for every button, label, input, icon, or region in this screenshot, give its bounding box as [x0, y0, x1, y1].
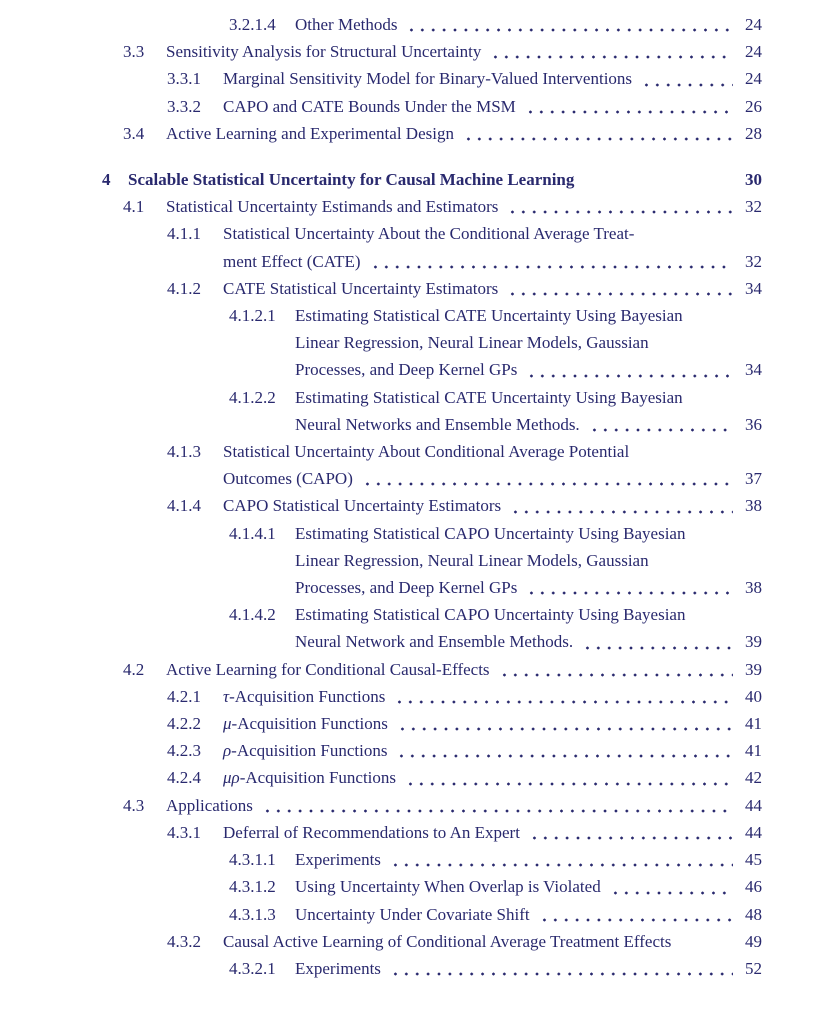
- entry-lines: [166, 120, 762, 147]
- toc-entry[interactable]: [123, 38, 762, 65]
- entry-title-text: Linear Regression, Neural Linear Models, Gaussian: [295, 550, 649, 570]
- entry-title-text: Applications: [166, 795, 253, 815]
- entry-number: 4: [102, 170, 111, 190]
- page-number: 24: [745, 42, 762, 62]
- entry-line: [223, 465, 762, 492]
- entry-line: [223, 764, 762, 791]
- toc-entry[interactable]: [229, 955, 762, 982]
- entry-title-text: Causal Active Learning of Conditional Average Treatment Effects: [223, 931, 672, 951]
- dot-leader: [404, 11, 733, 38]
- entry-line: [223, 93, 762, 120]
- entry-line: [166, 38, 762, 65]
- toc-entry[interactable]: [123, 792, 762, 819]
- page-number: 30: [745, 170, 762, 190]
- entry-title-text: Outcomes (CAPO): [223, 469, 353, 489]
- dot-leader: [368, 248, 733, 275]
- toc-list: [0, 11, 762, 982]
- page-number: 49: [745, 931, 762, 951]
- entry-lines: [223, 220, 762, 274]
- dot-leader: [608, 873, 733, 900]
- toc-entry[interactable]: [123, 120, 762, 147]
- entry-line: [166, 120, 762, 147]
- toc-entry[interactable]: [229, 520, 762, 602]
- entry-title-text: Estimating Statistical CAPO Uncertainty Using Bayesian: [295, 523, 686, 543]
- entry-lines: [223, 764, 762, 791]
- dot-leader: [508, 492, 733, 519]
- toc-entry[interactable]: [167, 737, 762, 764]
- entry-line: [295, 356, 762, 383]
- entry-title-text: Active Learning for Conditional Causal-Effects: [166, 659, 490, 679]
- entry-line: [166, 792, 762, 819]
- entry-lines: [223, 683, 762, 710]
- dot-leader: [488, 38, 733, 65]
- entry-title-text: Using Uncertainty When Overlap is Violated: [295, 877, 601, 897]
- entry-line: [223, 683, 762, 710]
- entry-number: 4.1.2: [167, 278, 201, 298]
- entry-line: [223, 928, 762, 955]
- toc-entry[interactable]: [167, 220, 762, 274]
- toc-entry[interactable]: [167, 438, 762, 492]
- entry-line: [295, 846, 762, 873]
- dot-leader: [524, 356, 733, 383]
- entry-lines: [223, 819, 762, 846]
- entry-number: 4.3.2: [167, 931, 201, 951]
- entry-number: 4.2.3: [167, 741, 201, 761]
- dot-leader: [403, 764, 733, 791]
- entry-line: [223, 220, 762, 247]
- dot-leader: [537, 901, 733, 928]
- entry-number: 4.3.1.2: [229, 877, 276, 897]
- page-number: 28: [745, 123, 762, 143]
- entry-line: [295, 11, 762, 38]
- entry-title-text: Experiments: [295, 850, 381, 870]
- toc-entry[interactable]: [167, 819, 762, 846]
- entry-title-text: Statistical Uncertainty About the Conditional Average Treat-: [223, 224, 635, 244]
- page-number: 34: [745, 360, 762, 380]
- page-number: 32: [745, 197, 762, 217]
- entry-line: [223, 492, 762, 519]
- entry-lines: [166, 193, 762, 220]
- entry-line: [223, 438, 762, 465]
- greek-symbol: τ: [223, 686, 230, 706]
- page-number: 26: [745, 96, 762, 116]
- toc-entry[interactable]: [229, 601, 762, 655]
- page-number: 45: [745, 850, 762, 870]
- entry-lines: [295, 955, 762, 982]
- entry-line: [295, 520, 762, 547]
- entry-title-text: μρ-Acquisition Functions: [223, 768, 397, 788]
- entry-lines: [295, 11, 762, 38]
- page-number: 44: [745, 795, 762, 815]
- entry-number: 4.2.1: [167, 686, 201, 706]
- page-number: 24: [745, 15, 762, 34]
- dot-leader: [580, 628, 733, 655]
- entry-line: [295, 302, 762, 329]
- entry-line: [295, 329, 762, 356]
- entry-lines: [295, 520, 762, 602]
- page-number: 40: [745, 686, 762, 706]
- dot-leader: [388, 846, 733, 873]
- entry-number: 4.1.1: [167, 224, 201, 244]
- entry-line: [223, 275, 762, 302]
- entry-number: 3.2.1.4: [229, 15, 276, 34]
- page-number: 46: [745, 877, 762, 897]
- toc-entry[interactable]: [229, 11, 762, 38]
- page-number: 41: [745, 741, 762, 761]
- dot-leader: [639, 65, 733, 92]
- entry-title-text: Experiments: [295, 958, 381, 978]
- dot-leader: [388, 955, 733, 982]
- page-number: 39: [745, 632, 762, 652]
- toc-entry[interactable]: [167, 492, 762, 519]
- page-number: 48: [745, 904, 762, 924]
- toc-entry[interactable]: [102, 166, 762, 193]
- entry-title-text: CATE Statistical Uncertainty Estimators: [223, 278, 499, 298]
- toc-entry[interactable]: [167, 93, 762, 120]
- entry-title-text: Marginal Sensitivity Model for Binary-Valued Interventions: [223, 69, 633, 89]
- entry-number: 4.1.4.1: [229, 523, 276, 543]
- entry-title-text: μ-Acquisition Functions: [223, 714, 388, 734]
- dot-leader: [678, 928, 733, 955]
- entry-number: 4.3.1.1: [229, 850, 276, 870]
- page-number: 38: [745, 578, 762, 598]
- dot-leader: [360, 465, 733, 492]
- entry-lines: [166, 792, 762, 819]
- entry-title-text: Active Learning and Experimental Design: [166, 123, 454, 143]
- entry-number: 4.2.4: [167, 768, 201, 788]
- entry-title-text: Statistical Uncertainty About Conditional Average Potential: [223, 442, 630, 462]
- toc-entry[interactable]: [229, 384, 762, 438]
- entry-lines: [223, 710, 762, 737]
- entry-number: 3.3: [123, 42, 145, 62]
- entry-line: [295, 873, 762, 900]
- page-number: 38: [745, 496, 762, 516]
- entry-title-text: Deferral of Recommendations to An Expert: [223, 822, 520, 842]
- entry-number: 4.1.3: [167, 442, 201, 462]
- entry-line: [223, 65, 762, 92]
- toc-entry[interactable]: [229, 873, 762, 900]
- page-number: 44: [745, 822, 762, 842]
- entry-line: [295, 574, 762, 601]
- dot-leader: [260, 792, 733, 819]
- entry-title-text: Statistical Uncertainty Estimands and Estimators: [166, 197, 499, 217]
- dot-leader: [524, 574, 733, 601]
- entry-title-text: Sensitivity Analysis for Structural Uncertainty: [166, 42, 482, 62]
- entry-lines: [295, 302, 762, 384]
- entry-number: 4.3.1.3: [229, 904, 276, 924]
- dot-leader: [395, 710, 733, 737]
- page-number: 39: [745, 659, 762, 679]
- page-number: 41: [745, 714, 762, 734]
- entry-lines: [223, 275, 762, 302]
- greek-symbol: μρ: [223, 768, 240, 788]
- dot-leader: [394, 737, 733, 764]
- entry-lines: [223, 928, 762, 955]
- entry-title-text: Neural Networks and Ensemble Methods.: [295, 414, 580, 434]
- toc-entry[interactable]: [167, 928, 762, 955]
- entry-line: [166, 193, 762, 220]
- entry-title-text: Other Methods: [295, 15, 398, 34]
- entry-title-text: Processes, and Deep Kernel GPs: [295, 360, 518, 380]
- entry-title-text: Scalable Statistical Uncertainty for Causal Machine Learning: [128, 170, 575, 190]
- entry-title-text: ρ-Acquisition Functions: [223, 741, 388, 761]
- toc-entry[interactable]: [123, 193, 762, 220]
- page-number: 24: [745, 69, 762, 89]
- page-number: 32: [745, 251, 762, 271]
- entry-number: 4.3.1: [167, 822, 201, 842]
- dot-leader: [505, 275, 733, 302]
- toc-entry[interactable]: [167, 764, 762, 791]
- entry-lines: [295, 873, 762, 900]
- entry-number: 4.3: [123, 795, 145, 815]
- dot-leader: [461, 120, 733, 147]
- entry-number: 3.3.2: [167, 96, 201, 116]
- entry-number: 4.1.4.2: [229, 605, 276, 625]
- toc-entry[interactable]: [167, 710, 762, 737]
- entry-number: 4.1.2.2: [229, 387, 276, 407]
- entry-title-text: CAPO Statistical Uncertainty Estimators: [223, 496, 502, 516]
- entry-title-text: Estimating Statistical CAPO Uncertainty Using Bayesian: [295, 605, 686, 625]
- toc-entry[interactable]: [229, 846, 762, 873]
- entry-lines: [223, 492, 762, 519]
- toc-entry[interactable]: [123, 656, 762, 683]
- entry-lines: [128, 166, 762, 193]
- dot-leader: [392, 683, 733, 710]
- page-number: 36: [745, 414, 762, 434]
- entry-line: [223, 248, 762, 275]
- entry-lines: [295, 601, 762, 655]
- dot-leader: [523, 93, 733, 120]
- entry-lines: [223, 438, 762, 492]
- entry-lines: [166, 656, 762, 683]
- entry-title-text: Neural Network and Ensemble Methods.: [295, 632, 574, 652]
- dot-leader: [581, 166, 733, 193]
- dot-leader: [587, 411, 733, 438]
- dot-leader: [505, 193, 733, 220]
- entry-lines: [223, 65, 762, 92]
- entry-lines: [295, 384, 762, 438]
- entry-line: [223, 819, 762, 846]
- entry-title-text: CAPO and CATE Bounds Under the MSM: [223, 96, 516, 116]
- entry-line: [295, 901, 762, 928]
- entry-number: 4.2.2: [167, 714, 201, 734]
- page-number: 52: [745, 958, 762, 978]
- greek-symbol: ρ: [223, 741, 232, 761]
- entry-lines: [295, 901, 762, 928]
- entry-line: [223, 710, 762, 737]
- entry-title-text: Linear Regression, Neural Linear Models, Gaussian: [295, 333, 649, 353]
- entry-number: 3.4: [123, 123, 145, 143]
- entry-number: 4.1: [123, 197, 145, 217]
- toc-entry[interactable]: [167, 683, 762, 710]
- entry-title-text: Estimating Statistical CATE Uncertainty Using Bayesian: [295, 387, 683, 407]
- page-number: 37: [745, 469, 762, 489]
- greek-symbol: μ: [223, 714, 232, 734]
- entry-title-text: Uncertainty Under Covariate Shift: [295, 904, 530, 924]
- entry-line: [295, 411, 762, 438]
- entry-number: 4.1.2.1: [229, 306, 276, 326]
- entry-lines: [223, 93, 762, 120]
- entry-title-text: Estimating Statistical CATE Uncertainty Using Bayesian: [295, 306, 683, 326]
- entry-number: 3.3.1: [167, 69, 201, 89]
- entry-line: [295, 384, 762, 411]
- toc-entry[interactable]: [167, 65, 762, 92]
- toc-entry[interactable]: [229, 302, 762, 384]
- entry-title-text: τ-Acquisition Functions: [223, 686, 386, 706]
- entry-lines: [295, 846, 762, 873]
- page-number: 34: [745, 278, 762, 298]
- toc-entry[interactable]: [167, 275, 762, 302]
- entry-number: 4.2: [123, 659, 145, 679]
- entry-number: 4.1.4: [167, 496, 201, 516]
- entry-number: 4.3.2.1: [229, 958, 276, 978]
- entry-line: [295, 955, 762, 982]
- entry-lines: [223, 737, 762, 764]
- dot-leader: [497, 656, 733, 683]
- entry-title-text: ment Effect (CATE): [223, 251, 361, 271]
- dot-leader: [527, 819, 733, 846]
- entry-line: [295, 601, 762, 628]
- page-number: 42: [745, 768, 762, 788]
- entry-line: [166, 656, 762, 683]
- entry-line: [295, 547, 762, 574]
- entry-title-text: Processes, and Deep Kernel GPs: [295, 578, 518, 598]
- toc-entry[interactable]: [229, 901, 762, 928]
- entry-line: [295, 628, 762, 655]
- entry-lines: [166, 38, 762, 65]
- entry-line: [223, 737, 762, 764]
- entry-line: [128, 166, 762, 193]
